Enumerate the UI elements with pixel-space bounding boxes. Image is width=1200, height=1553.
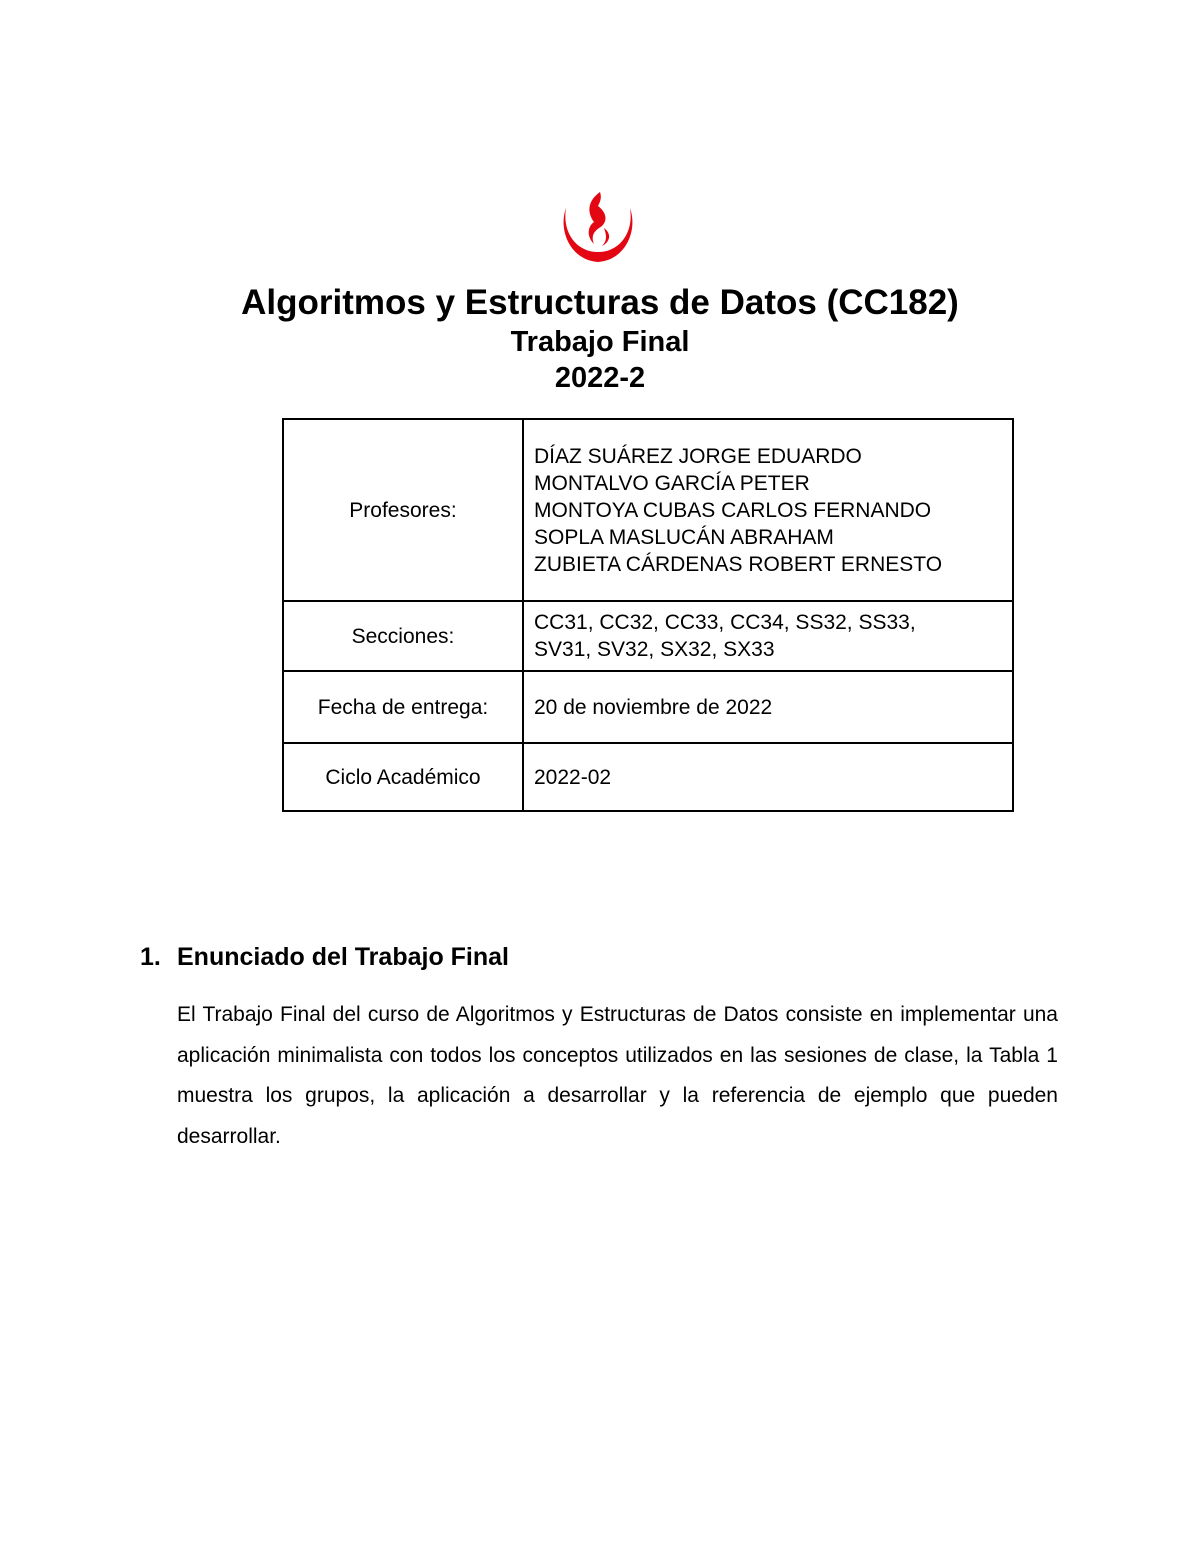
- table-row-fecha-entrega: [283, 671, 1013, 743]
- table-row-profesores: [283, 419, 1013, 601]
- document-subtitle: Trabajo Final: [510, 326, 690, 358]
- ciclo-academico-text: 2022-02: [534, 765, 612, 789]
- secciones-line: SV31, SV32, SX32, SX33: [534, 638, 775, 661]
- course-info-table: [282, 418, 1014, 812]
- ciclo-academico-label: Ciclo Académico: [283, 743, 523, 811]
- section-paragraph: El Trabajo Final del curso de Algoritmos y Estructuras de Datos consiste en implementar una aplicación minimalista con todos los conceptos utilizados en las sesiones de clase, la Tabla 1 muestra los grupos, la aplicación a desarrollar y la referencia de ejemplo que pueden desarrollar.: [177, 1003, 1058, 1148]
- ciclo-academico-value: [523, 743, 1013, 811]
- fecha-entrega-label: Fecha de entrega:: [283, 671, 523, 743]
- section-number: 1.: [140, 943, 161, 971]
- fecha-entrega-text: 20 de noviembre de 2022: [534, 695, 773, 719]
- table-row-ciclo-academico: [283, 743, 1013, 811]
- secciones-value: [523, 601, 1013, 671]
- profesor-name: DÍAZ SUÁREZ JORGE EDUARDO: [534, 444, 862, 468]
- profesores-label: Profesores:: [283, 419, 523, 601]
- upc-flame-logo-icon: [560, 190, 636, 266]
- profesor-name: MONTALVO GARCÍA PETER: [534, 471, 810, 495]
- profesor-name: SOPLA MASLUCÁN ABRAHAM: [534, 525, 834, 549]
- document-year: 2022-2: [554, 362, 646, 394]
- profesor-name: MONTOYA CUBAS CARLOS FERNANDO: [534, 498, 932, 522]
- secciones-label: Secciones:: [283, 601, 523, 671]
- secciones-line: CC31, CC32, CC33, CC34, SS32, SS33,: [534, 611, 916, 634]
- section-heading-text: Enunciado del Trabajo Final: [177, 943, 509, 971]
- profesor-name: ZUBIETA CÁRDENAS ROBERT ERNESTO: [534, 552, 943, 576]
- fecha-entrega-value: [523, 671, 1013, 743]
- section-heading: [140, 943, 509, 972]
- profesores-value: [523, 419, 1013, 601]
- document-title: Algoritmos y Estructuras de Datos (CC182): [241, 283, 959, 322]
- table-row-secciones: [283, 601, 1013, 671]
